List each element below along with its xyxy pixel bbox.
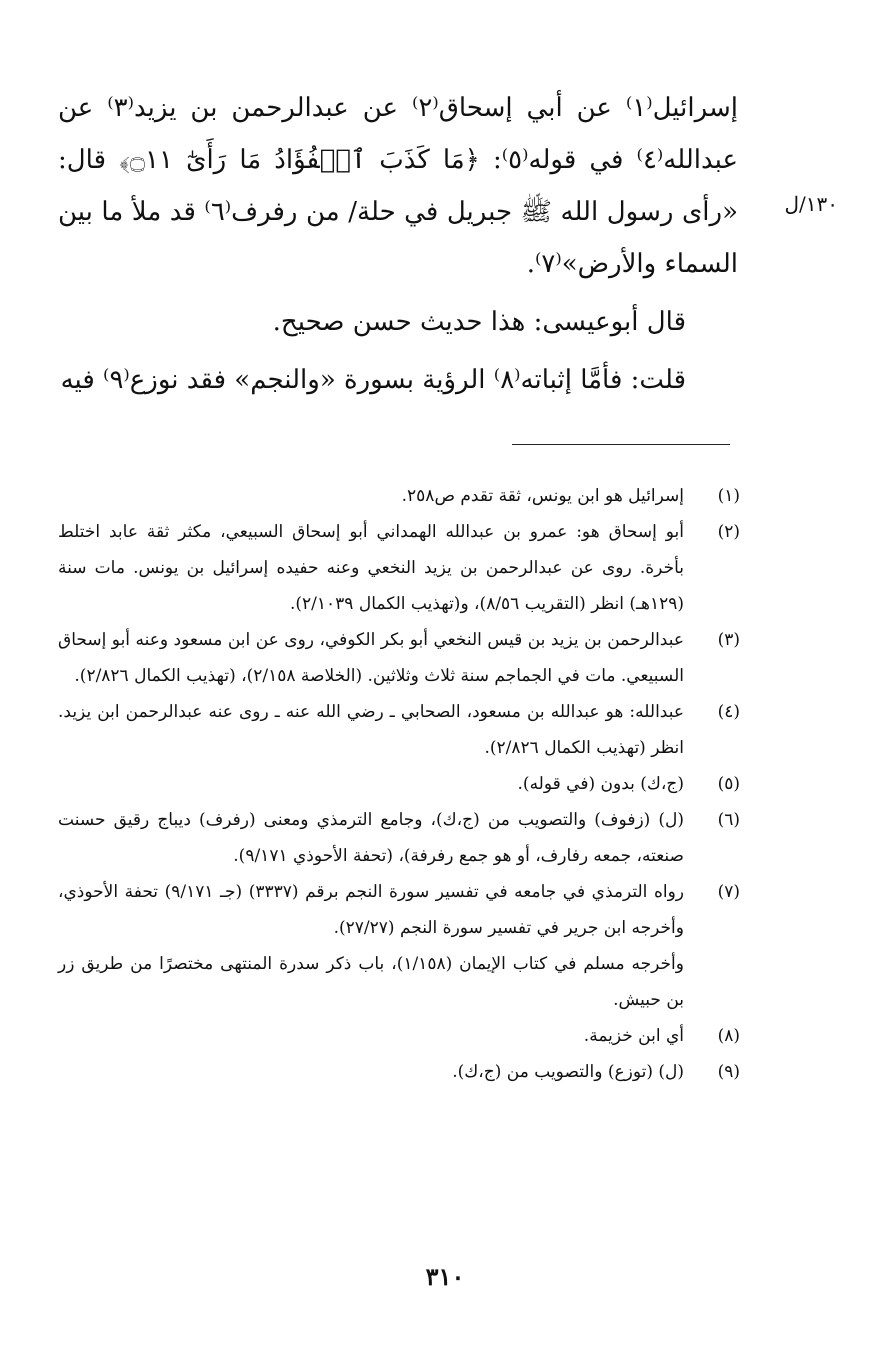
footnote-number: (٣) (717, 630, 740, 650)
footnote-number: (٤) (717, 702, 740, 722)
footnote-item (58, 802, 740, 874)
main-text-block (58, 82, 738, 406)
footnote-number: (٥) (717, 774, 740, 794)
footnote-text: عبدالله: هو عبدالله بن مسعود، الصحابي ـ رضي الله عنه ـ روى عنه عبدالرحمن ابن يزيد. انظر (تهذيب الكمال ٢/٨٢٦). (58, 702, 684, 758)
footnote-item (58, 1054, 740, 1090)
footnote-number: (١) (717, 486, 740, 506)
footnote-number: (٦) (717, 810, 740, 830)
footnote-separator (512, 444, 730, 445)
footnote-item (58, 766, 740, 802)
footnote-text: رواه الترمذي في جامعه في تفسير سورة النجم برقم (٣٣٣٧) (جـ ٩/١٧١) تحفة الأحوذي، وأخرجه ابن جرير في تفسير سورة النجم (٢٧/٢٧). (58, 882, 684, 938)
margin-manuscript-marker: ١٣٠/ل (784, 192, 838, 216)
footnote-item (58, 478, 740, 514)
footnote-item (58, 694, 740, 766)
footnotes (58, 478, 740, 1090)
footnote-number: (٨) (717, 1026, 740, 1046)
footnote-text: إسرائيل هو ابن يونس، ثقة تقدم ص٢٥٨. (401, 486, 684, 506)
footnote-item (58, 622, 740, 694)
footnote-text: (ج،ك) بدون (في قوله). (517, 774, 684, 794)
footnote-item (58, 514, 740, 622)
main-paragraph-2: قال أبوعيسى: هذا حديث حسن صحيح. (272, 307, 686, 337)
footnote-text: عبدالرحمن بن يزيد بن قيس النخعي أبو بكر الكوفي، روى عن ابن مسعود وعنه أبو إسحاق السبيعي. مات في الجماجم سنة ثلاث وثلاثين. (الخلاصة ٢/١٥٨)، (تهذيب الكمال ٢/٨٢٦). (58, 630, 684, 686)
footnote-text: أي ابن خزيمة. (583, 1026, 684, 1046)
footnote-item (58, 874, 740, 946)
footnote-number: (٩) (717, 1062, 740, 1082)
footnote-text: أبو إسحاق هو: عمرو بن عبدالله الهمداني أبو إسحاق السبيعي، مكثر ثقة عابد اختلط بأخرة. روى عن عبدالرحمن بن يزيد النخعي وعنه حفيده إسرائيل بن يونس. مات سنة (١٢٩هـ) انظر (التقريب ٨/٥٦)، و(تهذيب الكمال ٢/١٠٣٩). (58, 522, 684, 614)
page-number: ٣١٠ (425, 1262, 465, 1291)
footnote-continuation: وأخرجه مسلم في كتاب الإيمان (١/١٥٨)، باب ذكر سدرة المنتهى مختصرًا من طريق زر بن حبيش. (58, 954, 684, 1010)
footnote-number: (٧) (717, 882, 740, 902)
footnote-item (58, 1018, 740, 1054)
footnote-number: (٢) (717, 522, 740, 542)
footnote-text: (ل) (توزع) والتصويب من (ج،ك). (452, 1062, 684, 1082)
footnote-text: (ل) (زفوف) والتصويب من (ج،ك)، وجامع الترمذي ومعنى (رفرف) ديباج رقيق حسنت صنعته، جمعه رفارف، أو هو جمع رفرفة)، (تحفة الأحوذي ٩/١٧١). (58, 810, 684, 866)
main-paragraph-3: قلت: فأمَّا إثباته⁽٨⁾ الرؤية بسورة «والنجم» فقد نوزع⁽٩⁾ فيه (60, 365, 686, 395)
main-paragraph-1: إسرائيل⁽١⁾ عن أبي إسحاق⁽٢⁾ عن عبدالرحمن بن يزيد⁽٣⁾ عن عبدالله⁽٤⁾ في قوله⁽٥⁾: ﴿مَا كَذَبَ ٱلۡفُؤَادُ مَا رَأَىٰٓ ۝١١﴾ قال: «رأى رسول الله ﷺ جبريل في حلة/ من رفرف⁽٦⁾ قد ملأ ما بين السماء والأرض»⁽٧⁾. (58, 93, 739, 279)
